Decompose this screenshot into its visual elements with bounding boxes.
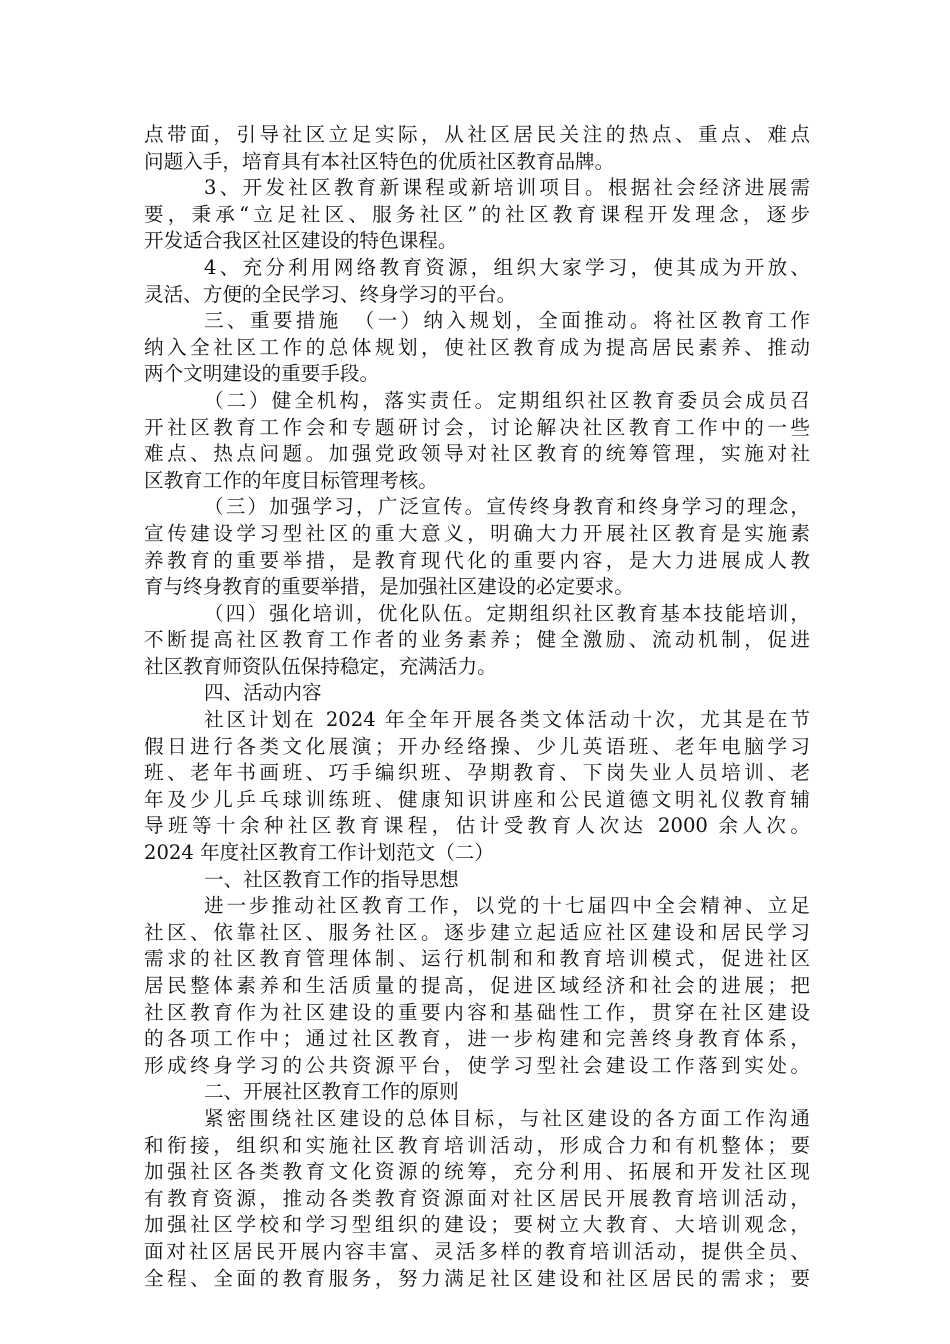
text-line: 难点、热点问题。加强党政领导对社区教育的统筹管理，实施对社 [144,442,810,466]
text-line: 面对社区居民开展内容丰富、灵活多样的教育培训活动，提供全员、 [144,1239,810,1263]
text-line: （四）强化培训，优化队伍。定期组织社区教育基本技能培训， [204,601,810,625]
text-line: 加强社区学校和学习型组织的建设；要树立大教育、大培训观念， [144,1213,810,1237]
text-line: 有教育资源，推动各类教育资源面对社区居民开展教育培训活动， [144,1186,810,1210]
text-line: 两个文明建设的重要手段。 [144,362,380,386]
text-line: 进一步推动社区教育工作，以党的十七届四中全会精神、立足 [204,894,810,918]
text-line: 社区计划在 2024 年全年开展各类文体活动十次，尤其是在节 [204,708,810,732]
text-line: 的各项工作中；通过社区教育，进一步构建和完善终身教育体系， [144,1027,810,1051]
text-line: 社区、依靠社区、服务社区。逐步建立起适应社区建设和居民学习 [144,920,810,944]
text-line: 2024 年度社区教育工作计划范文（二） [144,841,494,865]
text-line: 不断提高社区教育工作者的业务素养；健全激励、流动机制，促进 [144,628,810,652]
text-line: 4、充分利用网络教育资源，组织大家学习，使其成为开放、 [204,255,810,279]
text-line: 加强社区各类教育文化资源的统筹，充分利用、拓展和开发社区现 [144,1160,810,1184]
text-line: 紧密围绕社区建设的总体目标，与社区建设的各方面工作沟通 [204,1106,810,1130]
text-line: （三）加强学习，广泛宣传。宣传终身教育和终身学习的理念， [204,495,810,519]
text-line: 点带面，引导社区立足实际，从社区居民关注的热点、重点、难点 [144,123,810,146]
text-line: 育与终身教育的重要举措，是加强社区建设的必定要求。 [144,575,634,599]
document-body [144,122,810,1292]
text-line: 全程、全面的教育服务，努力满足社区建设和社区居民的需求；要 [144,1266,810,1290]
text-line: 区教育工作的年度目标管理考核。 [144,468,438,492]
text-line: 社区教育作为社区建设的重要内容和基础性工作，贯穿在社区建设 [144,1000,810,1024]
text-line: 导班等十余种社区教育课程，估计受教育人次达 2000 余人次。 [144,814,810,838]
text-line: 3、开发社区教育新课程或新培训项目。根据社会经济进展需 [204,176,810,200]
text-line: 要，秉承“立足社区、服务社区”的社区教育课程开发理念，逐步 [144,202,810,226]
text-line: 开发适合我区社区建设的特色课程。 [144,229,458,253]
text-line: 二、开展社区教育工作的原则 [204,1080,459,1104]
text-line: 假日进行各类文化展演；开办经络操、少儿英语班、老年电脑学习 [144,734,810,758]
text-line: 问题入手，培育具有本社区特色的优质社区教育品牌。 [144,149,615,173]
text-line: 灵活、方便的全民学习、终身学习的平台。 [144,282,517,306]
text-line: 年及少儿乒乓球训练班、健康知识讲座和公民道德文明礼仪教育辅 [144,787,810,811]
text-line: 开社区教育工作会和专题研讨会，讨论解决社区教育工作中的一些 [144,415,810,439]
text-line: 四、活动内容 [204,681,322,705]
text-line: 居民整体素养和生活质量的提高，促进区域经济和社会的进展；把 [144,974,810,997]
text-line: 宣传建设学习型社区的重大意义，明确大力开展社区教育是实施素 [144,521,810,545]
text-line: 需求的社区教育管理体制、运行机制和和教育培训模式，促进社区 [144,947,810,971]
text-line: 三、重要措施 （一）纳入规划，全面推动。将社区教育工作 [204,309,810,333]
text-line: 一、社区教育工作的指导思想 [204,867,459,891]
text-line: 班、老年书画班、巧手编织班、孕期教育、下岗失业人员培训、老 [144,761,810,785]
text-line: 和衔接，组织和实施社区教育培训活动，形成合力和有机整体；要 [144,1133,810,1157]
text-line: （二）健全机构，落实责任。定期组织社区教育委员会成员召 [204,388,810,412]
text-line: 社区教育师资队伍保持稳定，充满活力。 [144,654,497,678]
text-line: 养教育的重要举措，是教育现代化的重要内容，是大力进展成人教 [144,548,810,572]
text-line: 纳入全社区工作的总体规划，使社区教育成为提高居民素养、推动 [144,335,810,359]
text-line: 形成终身学习的公共资源平台，使学习型社会建设工作落到实处。 [144,1053,810,1077]
